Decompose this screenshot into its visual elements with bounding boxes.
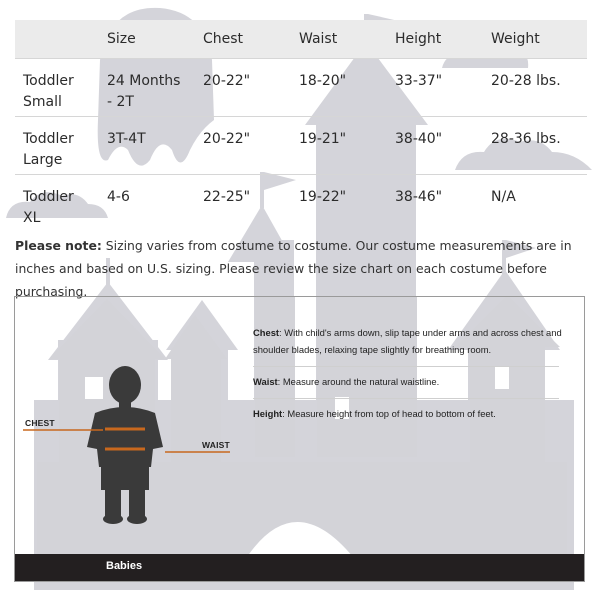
table-cell: 3T-4T	[99, 117, 195, 175]
waist-term: Waist	[253, 376, 278, 387]
size-chart-table	[15, 20, 587, 229]
table-cell: 33-37"	[387, 59, 483, 117]
height-text: : Measure height from top of head to bottom of feet.	[282, 408, 496, 419]
chest-label: CHEST	[25, 418, 55, 428]
table-header-cell: Size	[99, 20, 195, 59]
waist-instruction	[253, 373, 573, 390]
measurement-diagram	[14, 296, 585, 582]
height-instruction	[253, 405, 573, 422]
table-header-cell	[15, 20, 99, 59]
table-cell: 20-28 lbs.	[483, 59, 587, 117]
table-header-cell: Weight	[483, 20, 587, 59]
height-term: Height	[253, 408, 283, 419]
table-header-row	[15, 20, 587, 59]
babies-label: Babies	[106, 560, 143, 572]
table-cell: 24 Months - 2T	[99, 59, 195, 117]
note-text: Sizing varies from costume to costume. Our costume measurements are in inches and based on U.S. sizing. Please review the size chart on each costume before purchasing.	[15, 238, 572, 299]
sizing-note	[15, 234, 587, 303]
chest-text: : With child's arms down, slip tape under arms and across chest and shoulder blades, relaxing tape slightly for breathing room.	[253, 327, 562, 355]
table-cell: 19-22"	[291, 175, 387, 230]
table-row	[15, 175, 587, 230]
table-cell: 20-22"	[195, 117, 291, 175]
table-cell: 28-36 lbs.	[483, 117, 587, 175]
waist-label: WAIST	[202, 440, 230, 450]
table-cell: Toddler XL	[15, 175, 99, 230]
table-cell: 38-46"	[387, 175, 483, 230]
waist-text: : Measure around the natural waistline.	[277, 376, 440, 387]
note-label: Please note:	[15, 238, 102, 253]
table-row	[15, 59, 587, 117]
table-cell: 19-21"	[291, 117, 387, 175]
chest-term: Chest	[253, 327, 280, 338]
table-header-cell: Waist	[291, 20, 387, 59]
table-cell: Toddler Large	[15, 117, 99, 175]
babies-footer-bar	[15, 554, 584, 581]
table-cell: 22-25"	[195, 175, 291, 230]
table-row	[15, 117, 587, 175]
divider	[253, 398, 559, 399]
table-cell: 18-20"	[291, 59, 387, 117]
table-cell: 20-22"	[195, 59, 291, 117]
table-cell: N/A	[483, 175, 587, 230]
table-header-cell: Height	[387, 20, 483, 59]
divider	[253, 366, 559, 367]
table-cell: 38-40"	[387, 117, 483, 175]
table-cell: 4-6	[99, 175, 195, 230]
table-header-cell: Chest	[195, 20, 291, 59]
table-cell: Toddler Small	[15, 59, 99, 117]
chest-instruction	[253, 324, 573, 358]
